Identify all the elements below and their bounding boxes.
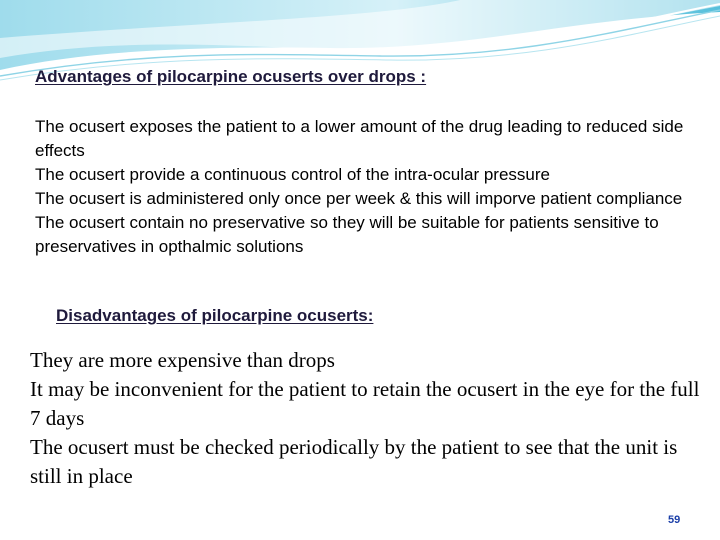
slide-number: 59 (668, 514, 681, 526)
disadvantages-list (30, 346, 700, 491)
disadvantages-heading: Disadvantages of pilocarpine ocuserts: (56, 306, 374, 325)
list-item: It may be inconvenient for the patient to retain the ocusert in the eye for the full 7 days (30, 377, 700, 430)
advantages-list (35, 115, 705, 259)
list-item: The ocusert contain no preservative so they will be suitable for patients sensitive to preservatives in opthalmic solutions (35, 213, 659, 256)
list-item: The ocusert provide a continuous control of the intra-ocular pressure (35, 165, 550, 184)
list-item: The ocusert is administered only once per week & this will imporve patient compliance (35, 189, 683, 208)
list-item: They are more expensive than drops (30, 348, 335, 372)
advantages-heading: Advantages of pilocarpine ocuserts over drops : (35, 67, 427, 86)
list-item: The ocusert must be checked periodically by the patient to see that the unit is still in place (30, 435, 678, 488)
list-item: The ocusert exposes the patient to a lower amount of the drug leading to reduced side effects (35, 117, 684, 160)
